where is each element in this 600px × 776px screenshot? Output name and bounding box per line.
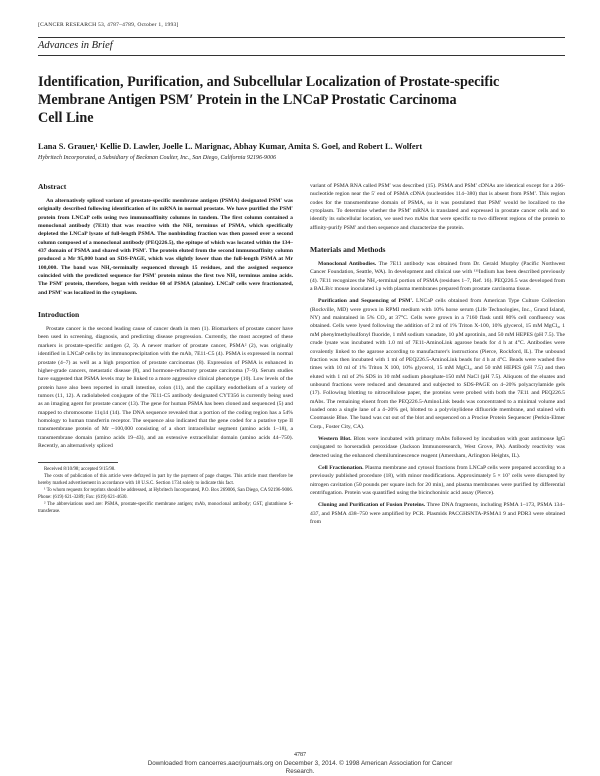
download-notice-line[interactable]: Downloaded from cancerres.aacrjournals.org on December 3, 2014. © 1998 American Association for Cancer bbox=[147, 760, 453, 767]
methods-paragraph bbox=[310, 260, 565, 293]
methods-paragraph bbox=[310, 464, 565, 497]
runin-heading: Western Blot. bbox=[318, 435, 352, 442]
author-list: Lana S. Grauer,¹ Kellie D. Lawler, Joelle L. Marignac, Abhay Kumar, Amita S. Goel, and Robert L. Wolfert bbox=[38, 142, 423, 151]
footnote: ¹ To whom requests for reprints should be addressed, at Hybritech Incorporated, P.O. Box 269006, San Diego, CA 92196-9006. Phone: (619) 621-3289; Fax: (619) 621-4630. bbox=[38, 488, 293, 500]
right-column bbox=[310, 182, 565, 526]
runin-heading: Cloning and Purification of Fusion Proteins. bbox=[318, 502, 426, 509]
page-number: 4787 bbox=[294, 752, 306, 758]
title-line: Cell Line bbox=[38, 110, 94, 126]
left-column bbox=[38, 182, 293, 516]
abstract-heading: Abstract bbox=[38, 182, 67, 191]
abstract-paragraph: An alternatively spliced variant of prostate-specific membrane antigen (PSMA) designated PSM′ was originally described following identification of its mRNA in normal prostate. We have purified the PSM′ protein from LNCaP cells using two immunoaffinity columns in tandem. The first column contained a monoclonal antibody (7E11) that was reactive with the NH₂ terminus of PSMA, which specifically depleted the LNCaP lysate of full-length PSMA. The nonbinding fraction was then passed over a second column composed of a monoclonal antibody (PEQ226.5), the epitope of which was located within the 134–437 domain of PSMA and shared with PSM′. The protein eluted from the second immunoaffinity column produced a Mr 95,000 band on SDS-PAGE, which was slightly lower than the full-length PSMA at Mr 100,000. The band was NH₂-terminally sequenced through 15 residues, and the assigned sequence coincided with the predicted sequence for PSM′ protein minus the first two NH₂ terminus amino acids. The PSM′ protein, therefore, began with residue 60 of PSMA (alanine). LNCaP cells were fractionated, and PSM′ was localized in the cytoplasm. bbox=[38, 198, 293, 296]
methods-text: Three DNA fragments, including PSMA 1–173, PSMA 134–437, and PSMA 438–750 were amplified by PCR. Plasmids PACGHSNTA-PSMA1 9 and PDR3 were obtained from bbox=[310, 502, 566, 526]
runin-heading: Purification and Sequencing of PSM′. bbox=[318, 298, 414, 305]
footnote: Received 8/10/98; accepted 9/15/98. bbox=[44, 467, 116, 473]
methods-paragraph bbox=[310, 435, 565, 460]
title-line: Membrane Antigen PSM′ Protein in the LNCaP Prostatic Carcinoma bbox=[38, 92, 457, 108]
title-line: Identification, Purification, and Subcellular Localization of Prostate-specific bbox=[38, 74, 500, 90]
methods-text: Blots were incubated with primary mAbs followed by incubation with goat antimouse IgG conjugated to horseradish peroxidase (Jackson Immunoresearch, West Grove, PA). Antibody reactivity was detected using the enhanced chemiluminescence reagent (Amersham, Arlington Heights, IL). bbox=[310, 435, 565, 459]
download-notice-line: Research. bbox=[285, 768, 315, 775]
introduction-heading: Introduction bbox=[38, 310, 80, 320]
methods-text: The 7E11 antibody was obtained from Dr. Gerald Murphy (Pacific Northwest Cancer Foundation, Seattle, WA). In development and clinical use with ¹¹¹Indium has been described previously (4). 7E11 recognizes the NH₂-terminal portion of PSMA (residues 1–7, Ref. 16). PEQ226.5 was developed from a BALB/c mouse inoculated i.p with plasma membranes prepared from prostate carcinoma tissue. bbox=[310, 261, 566, 293]
section-label: Advances in Brief bbox=[38, 40, 113, 51]
methods-paragraph bbox=[310, 297, 565, 431]
author-affiliation: Hybritech Incorporated, a Subsidiary of Beckman Coulter, Inc., San Diego, California 92196-9006 bbox=[38, 155, 276, 161]
abstract-body bbox=[38, 197, 293, 297]
journal-citation: [CANCER RESEARCH 53, 4787–4789, October 1, 1993] bbox=[38, 22, 179, 28]
download-notice[interactable] bbox=[0, 760, 600, 776]
header-rule-bottom bbox=[38, 55, 565, 56]
methods-text: LNCaP cells obtained from American Type Culture Collection (Rockville, MD) were grown in RPMI medium with 10% horse serum (Life Technologies, Inc., Grand Island, NY) and maintained in 5% CO₂ at 37°C. Cells were grown in a 7160 flask until 80% cell confluency was obtained. Cells were lysed following the addition of 2 ml of 1% Triton X-100, 10% glycerol, 15 mM MgCl₂, 1 mM phenylmethylsulfonyl fluoride, 1 mM sodium vanadate, 10 μM aprotinin, and 50 mM HEPES (pH 7.5). The crude lysate was incubated with 1.0 ml of 7E11-AminoLink agarose beads for 4 h at 4°C. Antibodies were covalently linked to the agarose according to manufacturer's instructions (Pierce, Rockford, IL). The unbound fraction was then incubated with 1 ml of PEQ226.5-AminoLink beads for 4 h at 4°C. Beads were washed five times with 10 ml of 1% Triton X 100, 10% glycerol, 15 mM MgCl₂, and 50 mM HEPES (pH 7.5) and then eluted with 1 ml of 2% SDS in 10 mM sodium phosphate-150 mM NaCl (pH 7.5). Aliquots of the eluates and unbound fractions were reduced and denatured and subjected to SDS-PAGE on 4–20% polyacrylamide gels (17). Following blotting to nitrocellulose paper, the proteins were probed with both the 7E11 and PEQ226.5 mAbs. The remaining eluent from the PEQ226.5-AminoLink beads was concentrated to a minimal volume and loaded onto a single lane of a 4–20% gel, blotted to a polyvinylidene difluoride membrane, and stained with Coomassie Blue. The band was cut out of the blot and sequenced on a Procise Protein Sequencer (Perkin-Elmer Corp., Foster City, CA). bbox=[310, 298, 566, 430]
runin-heading: Cell Fractionation. bbox=[318, 464, 364, 471]
header-rule-top bbox=[38, 37, 565, 38]
footnote: The costs of publication of this article were defrayed in part by the payment of page charges. This article must therefore be hereby marked advertisement in accordance with 18 U.S.C. Section 1734 solely to indicate this fact. bbox=[38, 474, 293, 487]
introduction-paragraph: Prostate cancer is the second leading cause of cancer death in men (1). Biomarkers of prostate cancer have been used in screening, diagnosis, and predicting disease progression. Currently, the most accepted of these markers is prostate-specific antigen (2, 3). A newer marker of prostate cancer, PSMA² (2), was originally identified in LNCaP cells by its immunoprecipitation with the mAb, 7E11-C5 (4). PSMA is expressed in normal prostate (4–7) as well as a high proportion of prostate carcinomas (8). Expression of PSMA is enhanced in higher-grade cancers, metastatic disease (8), and hormone-refractory prostate carcinoma (7–9). Serum studies have suggested that PSMA levels may be linked to a more aggressive clinical phenotype (10). Low levels of the protein have also been reported in small intestine, colon (11), and the capillary endothelium of a variety of tumors (11, 12). A radiolabeled conjugate of the 7E11-C5 antibody designated CYT356 is currently being used as an imaging agent for prostate cancer (13). The gene for human PSMA has been cloned and sequenced (5) and mapped to chromosome 11q14 (14). The DNA sequence revealed that a portion of the coding region has a 54% homology to human transferrin receptor. The sequence also indicated that the gene coded for a putative type II transmembrane protein of Mr ~100,000 consisting of a short intracellular segment (amino acids 1–18), a transmembrane domain (amino acids 19–43), and an extensive extracellular domain (amino acids 44–750). Recently, an alternatively spliced bbox=[38, 326, 293, 449]
introduction-continued: variant of PSMA RNA called PSM′ was described (15). PSMA and PSM′ cDNAs are identical except for a 266-nucleotide region near the 5′ end of PSMA cDNA (nucleotides 114–380) that is absent from PSM′. This region codes for the transmembrane domain of PSMA, so it was postulated that PSM′ would be localized to the cytoplasm. To determine whether the PSM′ mRNA is translated and expressed in prostate cancer cells and to identify its subcellular location, we used two mAbs that were specific to two different regions of the protein to affinity-purify PSM′ and then sequence and characterize the protein. bbox=[310, 183, 565, 231]
methods-text: Plasma membrane and cytosol fractions from LNCaP cells were prepared according to a previously published procedure (18), with minor modifications. Approximately 5 × 10⁷ cells were disrupted by nitrogen cavitation (50 pounds per square inch for 20 min), and plasma membranes were purified by differential centrifugation. Protein was quantified using the bicinchoninic acid assay (Pierce). bbox=[310, 464, 565, 496]
methods-heading: Materials and Methods bbox=[310, 245, 386, 255]
article-title bbox=[38, 73, 568, 127]
runin-heading: Monoclonal Antibodies. bbox=[318, 261, 377, 268]
footnote-rule bbox=[38, 462, 118, 463]
methods-paragraph bbox=[310, 501, 565, 526]
footnote: ² The abbreviations used are: PSMA, prostate-specific membrane antigen; mAb, monoclonal antibody; GST, glutathione S-transferase. bbox=[38, 501, 293, 514]
